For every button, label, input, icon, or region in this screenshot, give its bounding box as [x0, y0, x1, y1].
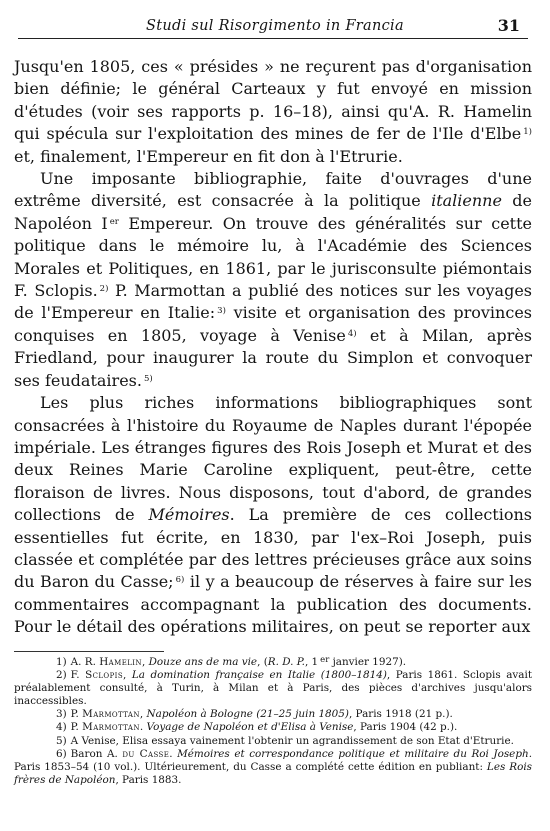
text-run: , Paris 1918 (21 p.). [348, 708, 453, 721]
text-run: Baron A. [70, 747, 123, 760]
text-run: P. [70, 721, 83, 734]
footnote-ref: 2) [99, 284, 109, 295]
text-run: . [139, 721, 147, 734]
text-run: , Paris 1861. Sclopis avait préalablement consulté, à Turin, à Milan et à Paris, des pièces d'archives jusqu'alors inaccessibles. [14, 669, 532, 708]
footnote-ref: 6) [175, 575, 185, 586]
italic-text: La domination française en Italie (1800–1814) [131, 669, 387, 682]
text-run: il y a beaucoup de réserves à faire sur les commentaires accompagnant la publication des documents. Pour le détail des opérations militaires, on peut se reporter aux [14, 572, 533, 637]
text-run: , ( [257, 656, 268, 668]
footnote-number: 6) [56, 747, 67, 760]
text-run: F. [70, 669, 86, 682]
text-run: , Paris 1883. [115, 773, 182, 786]
header-rule [18, 38, 528, 39]
italic-text: Voyage de Napoléon et d'Elisa à Venise [146, 721, 354, 734]
italic-text: Douze ans de ma vie [148, 656, 258, 668]
text-run: A. R. [70, 656, 100, 668]
text-run: , Paris 1904 (42 p.). [353, 721, 458, 734]
footnote [14, 669, 532, 708]
author-name: Sclopis [85, 669, 124, 682]
footnote-number: 2) [56, 669, 67, 682]
footnote-number: 1) [56, 656, 67, 668]
text-run: A Venise, Elisa essaya vainement l'obtenir un agrandissement de son Etat d'Etrurie. [70, 734, 514, 747]
text-run: janvier 1927). [329, 656, 407, 668]
text-run: Une imposante bibliographie, faite d'ouvrages d'une extrême diversité, est consacrée à la politique [14, 169, 532, 211]
italic-text: Mémoires et correspondance politique et militaire du Roi Joseph [177, 747, 529, 760]
footnote-ref: 3) [217, 306, 226, 317]
author-name: du Casse [122, 747, 170, 760]
italic-text: Napoléon à Bologne (21–25 juin 1805) [146, 708, 349, 721]
footnote-number: 5) [56, 734, 67, 747]
footnote [14, 735, 532, 748]
text-run: . La première de ces collections essentielles fut écrite, en 1830, par l'ex–Roi Joseph, puis classée et complétée par des lettres précieuses grâce aux soins du Baron du Casse; [14, 505, 533, 592]
italic-text: Les Rois frères de Napoléon [14, 760, 533, 786]
text-run: et à Milan, après Friedland, pour inaugurer la route du Simplon et convoquer ses feudataires. [14, 325, 532, 390]
page-number: 31 [497, 16, 520, 35]
footnote-ref: er [320, 655, 330, 665]
footnote-ref: 1) [523, 127, 532, 138]
italic-text: R. D. P. [267, 656, 305, 668]
text-run: P. Marmottan a publié des notices sur les voyages de l'Empereur en Italie: [14, 281, 533, 323]
running-header [0, 14, 550, 36]
text-run: de Napoléon I [14, 191, 533, 233]
text-run: visite et organisation des provinces conquises en 1805, voyage à Venise [14, 303, 532, 345]
footnote-ref: 5) [143, 373, 153, 384]
footnote-number: 3) [56, 708, 67, 721]
footnotes [14, 656, 532, 787]
paragraph [14, 168, 532, 392]
author-name: Marmottan [82, 708, 140, 721]
paragraph [14, 56, 532, 168]
text-run: , 1 [304, 656, 319, 668]
footnote-number: 4) [56, 721, 67, 734]
text-run: , [123, 669, 132, 682]
author-name: Hamelin [99, 656, 142, 668]
text-run: Les plus riches informations bibliographiques sont consacrées à l'histoire du Royaume de Naples durant l'épopée impériale. Les étranges figures des Rois Joseph et Murat et des deux Reines Marie Caroline expliquent, peut-être, cette floraison de livres. Nous disposons, tout d'abord, de grandes collections de [14, 393, 532, 525]
paragraph [14, 392, 532, 638]
text-run: Jusqu'en 1805, ces « présides » ne reçurent pas d'organisation bien définie; le général Carteaux y fut envoyé en mission d'études (voir ses rapports p. 16–18), ainsi qu'A. R. Hamelin qui spécula sur l'exploitation des mines de fer de l'Ile d'Elbe [14, 57, 532, 144]
text-run: . [169, 747, 178, 760]
text-run: Empereur. On trouve des généralités sur cette politique dans le mémoire lu, à l'Académie des Sciences Morales et Politiques, en 1861, par le jurisconsulte piémontais F. Sclopis. [14, 213, 532, 301]
running-title: Studi sul Risorgimento in Francia [146, 18, 404, 34]
author-name: Marmottan [82, 721, 140, 734]
footnote-ref: 4) [347, 328, 357, 339]
text-run: . Paris 1853–54 (10 vol.). Ultérieurement, du Casse a complété cette édition en publiant: [14, 747, 532, 773]
italic-text: Mémoires [148, 505, 230, 525]
text-run: , [141, 656, 149, 668]
footnote [14, 748, 532, 787]
italic-text: italienne [431, 191, 502, 211]
text-run: , [139, 708, 147, 721]
footnote [14, 656, 532, 669]
footnote [14, 708, 532, 721]
text-run: P. [70, 708, 83, 721]
body-text [14, 56, 532, 639]
footnote-separator [14, 651, 164, 652]
text-run: et, finalement, l'Empereur en fit don à l'Etrurie. [14, 146, 403, 166]
footnote [14, 721, 532, 734]
footnote-ref: er [109, 216, 119, 227]
